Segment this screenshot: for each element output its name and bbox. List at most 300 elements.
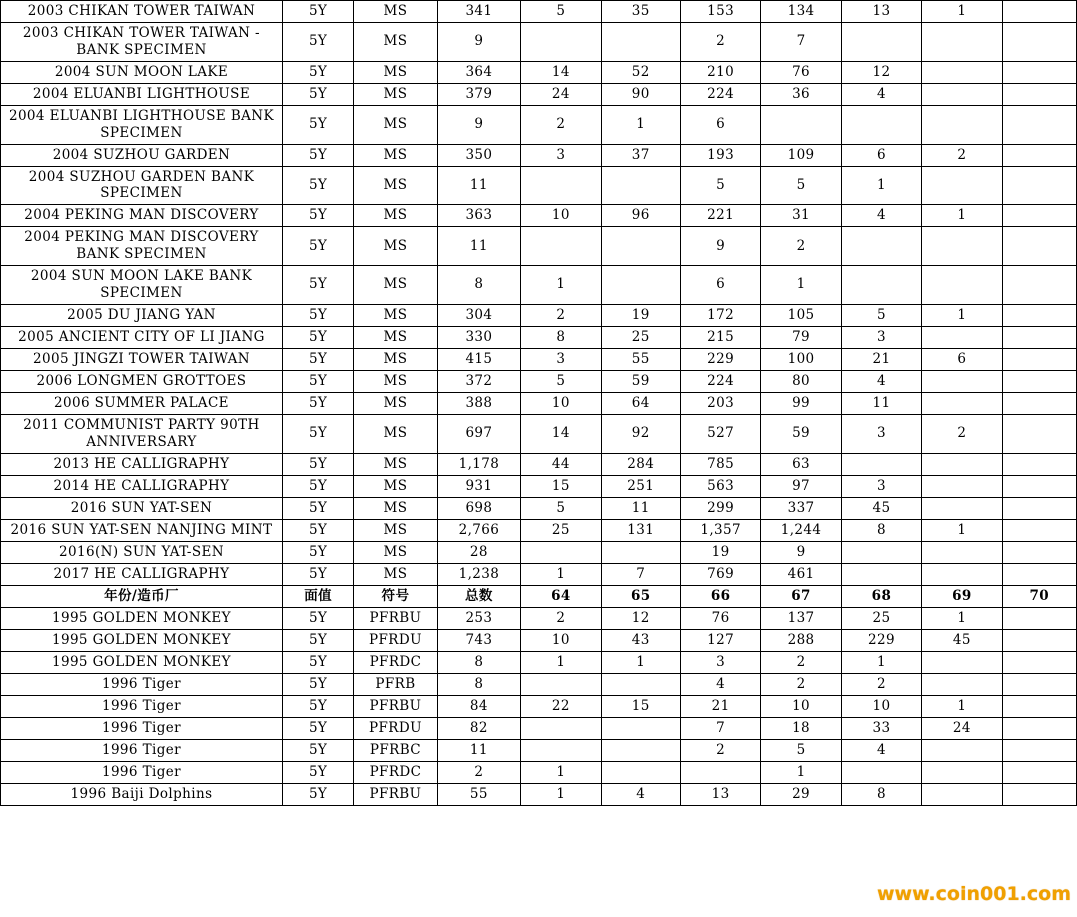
- cell-g69: 1: [922, 304, 1002, 326]
- cell-g66: 172: [680, 304, 760, 326]
- cell-g68: [841, 761, 921, 783]
- cell-g68: 25: [841, 607, 921, 629]
- cell-g64: [521, 541, 601, 563]
- cell-symbol: PFRBU: [354, 607, 437, 629]
- cell-g68: 3: [841, 475, 921, 497]
- table-row: [1, 414, 1077, 453]
- cell-g70: [1002, 304, 1076, 326]
- cell-denomination: 5Y: [282, 266, 353, 305]
- cell-g69: [922, 23, 1002, 62]
- cell-total: 9: [437, 23, 520, 62]
- cell-g68: 4: [841, 205, 921, 227]
- cell-g64: 1: [521, 783, 601, 805]
- cell-g69: [922, 266, 1002, 305]
- cell-g68: [841, 266, 921, 305]
- cell-denomination: 5Y: [282, 105, 353, 144]
- cell-g65: 11: [601, 497, 680, 519]
- cell-g70: [1002, 205, 1076, 227]
- cell-total: 350: [437, 144, 520, 166]
- cell-denomination: 5Y: [282, 453, 353, 475]
- cell-g67: 100: [761, 348, 841, 370]
- table-header-row: [1, 585, 1077, 607]
- cell-denomination: 5Y: [282, 414, 353, 453]
- cell-g65: 92: [601, 414, 680, 453]
- cell-symbol: MS: [354, 227, 437, 266]
- cell-symbol: MS: [354, 453, 437, 475]
- cell-g70: [1002, 83, 1076, 105]
- cell-denomination: 5Y: [282, 23, 353, 62]
- cell-name: 2006 LONGMEN GROTTOES: [1, 370, 283, 392]
- cell-g70: [1002, 166, 1076, 205]
- cell-g70: [1002, 348, 1076, 370]
- column-header-g70: 70: [1002, 585, 1076, 607]
- cell-g68: 3: [841, 326, 921, 348]
- cell-g66: 76: [680, 607, 760, 629]
- cell-g65: 131: [601, 519, 680, 541]
- column-header-symbol: 符号: [354, 585, 437, 607]
- cell-g68: [841, 541, 921, 563]
- cell-symbol: MS: [354, 563, 437, 585]
- table-row: [1, 326, 1077, 348]
- cell-total: 363: [437, 205, 520, 227]
- cell-g65: 37: [601, 144, 680, 166]
- cell-g70: [1002, 475, 1076, 497]
- cell-g70: [1002, 392, 1076, 414]
- cell-total: 82: [437, 717, 520, 739]
- cell-name: 1995 GOLDEN MONKEY: [1, 651, 283, 673]
- cell-total: 84: [437, 695, 520, 717]
- cell-name: 2014 HE CALLIGRAPHY: [1, 475, 283, 497]
- cell-g69: 1: [922, 519, 1002, 541]
- cell-g66: 193: [680, 144, 760, 166]
- cell-g69: [922, 497, 1002, 519]
- cell-symbol: MS: [354, 497, 437, 519]
- cell-name: 2003 CHIKAN TOWER TAIWAN: [1, 1, 283, 23]
- cell-denomination: 5Y: [282, 326, 353, 348]
- table-row: [1, 83, 1077, 105]
- cell-total: 304: [437, 304, 520, 326]
- cell-g67: 9: [761, 541, 841, 563]
- cell-g68: 6: [841, 144, 921, 166]
- cell-denomination: 5Y: [282, 673, 353, 695]
- cell-g66: 1,357: [680, 519, 760, 541]
- cell-name: 1996 Tiger: [1, 673, 283, 695]
- cell-g64: 15: [521, 475, 601, 497]
- cell-g67: 76: [761, 61, 841, 83]
- cell-g64: 1: [521, 266, 601, 305]
- cell-symbol: MS: [354, 475, 437, 497]
- cell-g66: 9: [680, 227, 760, 266]
- cell-g69: [922, 105, 1002, 144]
- cell-total: 330: [437, 326, 520, 348]
- cell-g65: 15: [601, 695, 680, 717]
- cell-g64: 3: [521, 144, 601, 166]
- cell-g65: 251: [601, 475, 680, 497]
- cell-total: 743: [437, 629, 520, 651]
- table-row: [1, 475, 1077, 497]
- cell-name: 2004 ELUANBI LIGHTHOUSE BANK SPECIMEN: [1, 105, 283, 144]
- cell-symbol: MS: [354, 166, 437, 205]
- cell-g68: 45: [841, 497, 921, 519]
- table-row: [1, 673, 1077, 695]
- cell-g69: [922, 166, 1002, 205]
- cell-g68: 33: [841, 717, 921, 739]
- cell-symbol: PFRBC: [354, 739, 437, 761]
- cell-symbol: MS: [354, 144, 437, 166]
- cell-g66: 229: [680, 348, 760, 370]
- cell-denomination: 5Y: [282, 392, 353, 414]
- table-row: [1, 205, 1077, 227]
- cell-g66: 785: [680, 453, 760, 475]
- cell-name: 2016(N) SUN YAT-SEN: [1, 541, 283, 563]
- cell-name: 1996 Tiger: [1, 739, 283, 761]
- cell-g64: 24: [521, 83, 601, 105]
- cell-denomination: 5Y: [282, 695, 353, 717]
- cell-denomination: 5Y: [282, 348, 353, 370]
- cell-g67: 80: [761, 370, 841, 392]
- cell-g66: 221: [680, 205, 760, 227]
- cell-g69: [922, 326, 1002, 348]
- cell-g65: 55: [601, 348, 680, 370]
- cell-g67: 137: [761, 607, 841, 629]
- cell-g64: [521, 717, 601, 739]
- cell-name: 1995 GOLDEN MONKEY: [1, 607, 283, 629]
- cell-g65: [601, 673, 680, 695]
- cell-name: 1995 GOLDEN MONKEY: [1, 629, 283, 651]
- table-row: [1, 629, 1077, 651]
- cell-denomination: 5Y: [282, 497, 353, 519]
- cell-g64: 5: [521, 497, 601, 519]
- cell-g68: 8: [841, 783, 921, 805]
- cell-total: 11: [437, 227, 520, 266]
- cell-g68: 2: [841, 673, 921, 695]
- cell-denomination: 5Y: [282, 205, 353, 227]
- cell-g64: 5: [521, 1, 601, 23]
- cell-denomination: 5Y: [282, 304, 353, 326]
- cell-symbol: MS: [354, 392, 437, 414]
- cell-g67: 1: [761, 761, 841, 783]
- cell-g65: 284: [601, 453, 680, 475]
- cell-g65: 43: [601, 629, 680, 651]
- table-row: [1, 761, 1077, 783]
- cell-g64: [521, 739, 601, 761]
- cell-denomination: 5Y: [282, 166, 353, 205]
- cell-g68: 4: [841, 83, 921, 105]
- cell-g69: 24: [922, 717, 1002, 739]
- cell-symbol: MS: [354, 266, 437, 305]
- cell-g65: 1: [601, 105, 680, 144]
- table-row: [1, 1, 1077, 23]
- cell-g70: [1002, 739, 1076, 761]
- cell-g64: 1: [521, 651, 601, 673]
- cell-total: 1,178: [437, 453, 520, 475]
- cell-g70: [1002, 105, 1076, 144]
- cell-name: 1996 Baiji Dolphins: [1, 783, 283, 805]
- cell-name: 1996 Tiger: [1, 761, 283, 783]
- cell-g67: 337: [761, 497, 841, 519]
- cell-g70: [1002, 61, 1076, 83]
- cell-denomination: 5Y: [282, 1, 353, 23]
- cell-g65: 4: [601, 783, 680, 805]
- table-row: [1, 144, 1077, 166]
- column-header-g68: 68: [841, 585, 921, 607]
- cell-g70: [1002, 1, 1076, 23]
- cell-name: 2004 PEKING MAN DISCOVERY: [1, 205, 283, 227]
- cell-g70: [1002, 563, 1076, 585]
- cell-denomination: 5Y: [282, 783, 353, 805]
- cell-g66: 563: [680, 475, 760, 497]
- cell-g68: 229: [841, 629, 921, 651]
- table-row: [1, 607, 1077, 629]
- cell-g69: [922, 651, 1002, 673]
- cell-g70: [1002, 453, 1076, 475]
- cell-name: 2003 CHIKAN TOWER TAIWAN - BANK SPECIMEN: [1, 23, 283, 62]
- cell-g65: 96: [601, 205, 680, 227]
- cell-g69: [922, 541, 1002, 563]
- cell-g67: 288: [761, 629, 841, 651]
- cell-g69: 2: [922, 414, 1002, 453]
- cell-g68: 10: [841, 695, 921, 717]
- cell-total: 341: [437, 1, 520, 23]
- cell-g64: 2: [521, 105, 601, 144]
- cell-g70: [1002, 266, 1076, 305]
- cell-g65: 59: [601, 370, 680, 392]
- cell-name: 2005 ANCIENT CITY OF LI JIANG: [1, 326, 283, 348]
- cell-total: 388: [437, 392, 520, 414]
- column-header-g65: 65: [601, 585, 680, 607]
- cell-g70: [1002, 651, 1076, 673]
- cell-g66: 153: [680, 1, 760, 23]
- cell-g64: 10: [521, 392, 601, 414]
- cell-g65: 12: [601, 607, 680, 629]
- cell-symbol: MS: [354, 519, 437, 541]
- cell-g65: [601, 23, 680, 62]
- cell-g70: [1002, 144, 1076, 166]
- cell-total: 2,766: [437, 519, 520, 541]
- cell-g67: 109: [761, 144, 841, 166]
- cell-g67: [761, 105, 841, 144]
- cell-total: 11: [437, 739, 520, 761]
- cell-g66: 13: [680, 783, 760, 805]
- table-row: [1, 266, 1077, 305]
- cell-g65: 64: [601, 392, 680, 414]
- cell-g69: [922, 61, 1002, 83]
- cell-symbol: PFRBU: [354, 783, 437, 805]
- cell-g67: 461: [761, 563, 841, 585]
- cell-g67: 10: [761, 695, 841, 717]
- cell-denomination: 5Y: [282, 739, 353, 761]
- cell-denomination: 5Y: [282, 475, 353, 497]
- cell-total: 698: [437, 497, 520, 519]
- cell-total: 1,238: [437, 563, 520, 585]
- cell-g69: 1: [922, 695, 1002, 717]
- cell-symbol: MS: [354, 83, 437, 105]
- cell-g69: 6: [922, 348, 1002, 370]
- cell-g66: 21: [680, 695, 760, 717]
- cell-g64: 1: [521, 761, 601, 783]
- cell-symbol: MS: [354, 1, 437, 23]
- table-row: [1, 105, 1077, 144]
- column-header-name: 年份/造币厂: [1, 585, 283, 607]
- cell-symbol: MS: [354, 414, 437, 453]
- cell-total: 364: [437, 61, 520, 83]
- cell-g66: 203: [680, 392, 760, 414]
- cell-total: 28: [437, 541, 520, 563]
- cell-g69: 1: [922, 607, 1002, 629]
- cell-g69: [922, 227, 1002, 266]
- cell-denomination: 5Y: [282, 541, 353, 563]
- cell-total: 55: [437, 783, 520, 805]
- cell-g64: 44: [521, 453, 601, 475]
- table-row: [1, 370, 1077, 392]
- cell-g67: 97: [761, 475, 841, 497]
- cell-g67: 18: [761, 717, 841, 739]
- cell-g67: 134: [761, 1, 841, 23]
- cell-symbol: MS: [354, 326, 437, 348]
- cell-total: 8: [437, 673, 520, 695]
- cell-name: 1996 Tiger: [1, 695, 283, 717]
- cell-g70: [1002, 497, 1076, 519]
- cell-g69: [922, 83, 1002, 105]
- cell-g64: 2: [521, 607, 601, 629]
- column-header-g66: 66: [680, 585, 760, 607]
- table-row: [1, 519, 1077, 541]
- cell-g66: 127: [680, 629, 760, 651]
- cell-g66: 210: [680, 61, 760, 83]
- cell-g65: 19: [601, 304, 680, 326]
- cell-denomination: 5Y: [282, 370, 353, 392]
- cell-g69: 1: [922, 1, 1002, 23]
- cell-total: 931: [437, 475, 520, 497]
- cell-symbol: MS: [354, 348, 437, 370]
- cell-g68: 4: [841, 370, 921, 392]
- cell-g66: 224: [680, 370, 760, 392]
- cell-denomination: 5Y: [282, 607, 353, 629]
- cell-g67: 2: [761, 651, 841, 673]
- cell-g68: 11: [841, 392, 921, 414]
- cell-total: 9: [437, 105, 520, 144]
- cell-total: 697: [437, 414, 520, 453]
- cell-g66: 6: [680, 105, 760, 144]
- cell-g67: 1,244: [761, 519, 841, 541]
- cell-g64: 14: [521, 414, 601, 453]
- table-row: [1, 304, 1077, 326]
- cell-g64: [521, 227, 601, 266]
- cell-g64: 8: [521, 326, 601, 348]
- table-row: [1, 739, 1077, 761]
- table-row: [1, 392, 1077, 414]
- cell-g64: 22: [521, 695, 601, 717]
- cell-g64: 5: [521, 370, 601, 392]
- cell-g68: [841, 453, 921, 475]
- cell-g65: 35: [601, 1, 680, 23]
- cell-g70: [1002, 541, 1076, 563]
- cell-g67: 99: [761, 392, 841, 414]
- cell-g67: 59: [761, 414, 841, 453]
- cell-g66: 224: [680, 83, 760, 105]
- cell-g65: [601, 761, 680, 783]
- cell-g65: 90: [601, 83, 680, 105]
- table-row: [1, 348, 1077, 370]
- cell-g68: [841, 563, 921, 585]
- cell-symbol: PFRBU: [354, 695, 437, 717]
- cell-g68: [841, 23, 921, 62]
- cell-name: 2017 HE CALLIGRAPHY: [1, 563, 283, 585]
- cell-g67: 29: [761, 783, 841, 805]
- cell-g64: 14: [521, 61, 601, 83]
- cell-symbol: MS: [354, 205, 437, 227]
- cell-g67: 5: [761, 739, 841, 761]
- cell-g70: [1002, 227, 1076, 266]
- cell-g65: 52: [601, 61, 680, 83]
- cell-total: 379: [437, 83, 520, 105]
- cell-name: 2004 SUZHOU GARDEN: [1, 144, 283, 166]
- cell-g65: 1: [601, 651, 680, 673]
- cell-g70: [1002, 783, 1076, 805]
- cell-g70: [1002, 23, 1076, 62]
- cell-total: 2: [437, 761, 520, 783]
- cell-g65: [601, 266, 680, 305]
- cell-g68: 12: [841, 61, 921, 83]
- cell-g69: [922, 563, 1002, 585]
- cell-g69: 2: [922, 144, 1002, 166]
- cell-denomination: 5Y: [282, 629, 353, 651]
- cell-g69: 45: [922, 629, 1002, 651]
- cell-denomination: 5Y: [282, 651, 353, 673]
- cell-g69: 1: [922, 205, 1002, 227]
- cell-g64: [521, 673, 601, 695]
- cell-g66: 2: [680, 739, 760, 761]
- cell-g65: [601, 166, 680, 205]
- cell-g67: 31: [761, 205, 841, 227]
- cell-denomination: 5Y: [282, 83, 353, 105]
- cell-g64: 1: [521, 563, 601, 585]
- table-row: [1, 166, 1077, 205]
- cell-name: 2005 JINGZI TOWER TAIWAN: [1, 348, 283, 370]
- cell-g65: 7: [601, 563, 680, 585]
- cell-g68: 4: [841, 739, 921, 761]
- cell-symbol: MS: [354, 370, 437, 392]
- column-header-g67: 67: [761, 585, 841, 607]
- table-row: [1, 717, 1077, 739]
- cell-denomination: 5Y: [282, 563, 353, 585]
- cell-g68: [841, 105, 921, 144]
- cell-g70: [1002, 717, 1076, 739]
- cell-name: 2016 SUN YAT-SEN: [1, 497, 283, 519]
- cell-symbol: MS: [354, 61, 437, 83]
- cell-g69: [922, 783, 1002, 805]
- cell-g67: 5: [761, 166, 841, 205]
- cell-g64: 10: [521, 205, 601, 227]
- cell-g66: 299: [680, 497, 760, 519]
- cell-g68: 3: [841, 414, 921, 453]
- cell-symbol: PFRDC: [354, 651, 437, 673]
- cell-g66: 5: [680, 166, 760, 205]
- table-row: [1, 783, 1077, 805]
- cell-g70: [1002, 673, 1076, 695]
- cell-g69: [922, 761, 1002, 783]
- cell-g65: [601, 739, 680, 761]
- cell-g66: 3: [680, 651, 760, 673]
- cell-symbol: MS: [354, 23, 437, 62]
- cell-g69: [922, 453, 1002, 475]
- cell-name: 2005 DU JIANG YAN: [1, 304, 283, 326]
- cell-symbol: MS: [354, 304, 437, 326]
- cell-name: 2004 SUN MOON LAKE: [1, 61, 283, 83]
- cell-g65: 25: [601, 326, 680, 348]
- cell-g66: 215: [680, 326, 760, 348]
- cell-g70: [1002, 761, 1076, 783]
